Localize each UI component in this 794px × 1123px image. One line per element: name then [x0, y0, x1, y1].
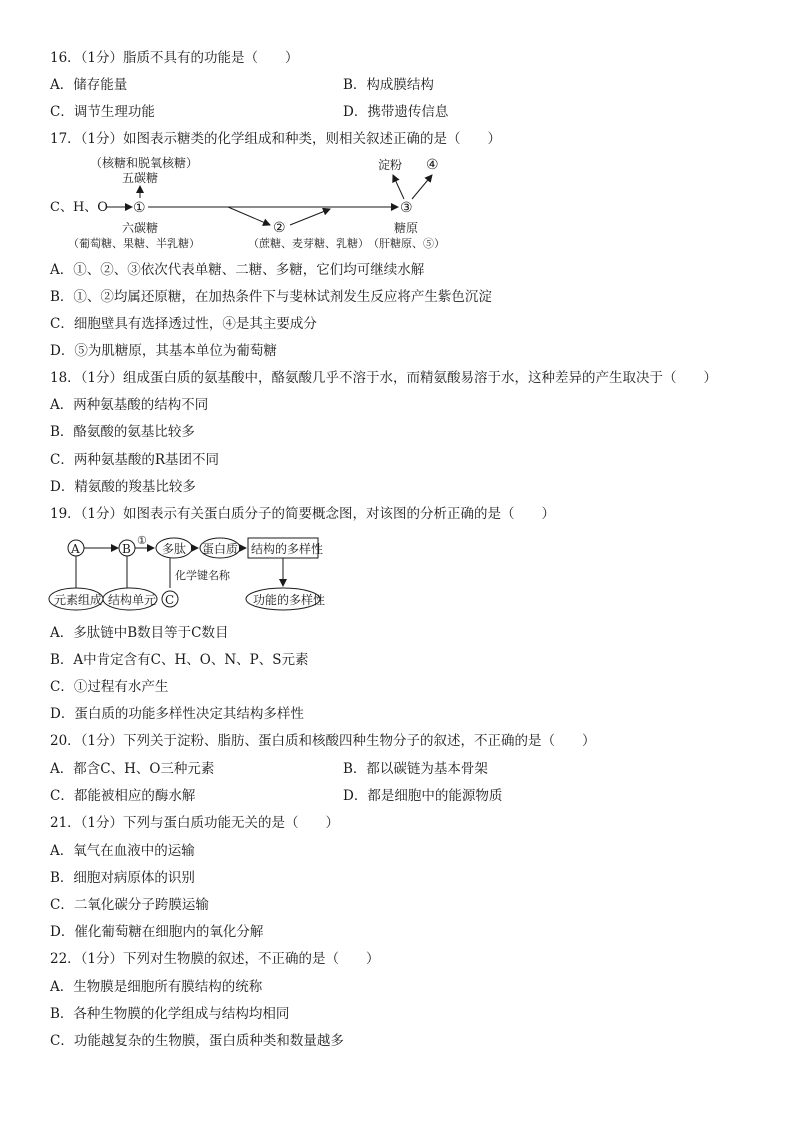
node-a: A	[71, 542, 80, 556]
q16-option-b: B．构成膜结构	[343, 77, 434, 93]
q17-option-b: B．①、②均属还原糖，在加热条件下与斐林试剂发生反应将产生紫色沉淀	[50, 289, 492, 305]
disaccharide-note: （蔗糖、麦芽糖、乳糖）	[248, 237, 369, 250]
q19-option-b: B．A中肯定含有C、H、O、N、P、S元素	[50, 652, 309, 668]
node-2: ②	[273, 220, 286, 236]
q19-stem: 19．（1分）如图表示有关蛋白质分子的简要概念图，对该图的分析正确的是（ ）	[50, 506, 556, 522]
q22-option-a: A．生物膜是细胞所有膜结构的统称	[50, 979, 263, 995]
hexose-label: 六碳糖	[122, 221, 159, 235]
q18-option-b: B．酪氨酸的氨基比较多	[50, 424, 195, 440]
function-label: 功能的多样性	[253, 593, 326, 607]
pentose-label: 五碳糖	[122, 171, 159, 185]
arrow-2-to-3	[290, 209, 330, 225]
q19-option-c: C．①过程有水产生	[50, 679, 169, 695]
q16-option-c: C．调节生理功能	[50, 104, 155, 120]
step-1-label: ①	[137, 534, 147, 547]
q22-stem: 22．（1分）下列对生物膜的叙述，不正确的是（ ）	[50, 951, 380, 967]
node-4: ④	[426, 157, 439, 173]
q16-stem: 16．（1分）脂质不具有的功能是（ ）	[50, 50, 299, 66]
q17-stem: 17．（1分）如图表示糖类的化学组成和种类，则相关叙述正确的是（ ）	[50, 131, 502, 147]
glycogen-note: （肝糖原、⑤）	[368, 237, 445, 250]
q21-option-b: B．细胞对病原体的识别	[50, 870, 195, 886]
q22-option-c: C．功能越复杂的生物膜，蛋白质种类和数量越多	[50, 1033, 344, 1049]
peptide-label: 多肽	[162, 542, 187, 556]
protein-concept-map	[48, 532, 338, 616]
hexose-note: （葡萄糖、果糖、半乳糖）	[68, 237, 200, 250]
arrow-to-4	[412, 175, 432, 199]
q21-stem: 21．（1分）下列与蛋白质功能无关的是（ ）	[50, 815, 340, 831]
elements-label: C、H、O	[50, 200, 108, 215]
q21-option-a: A．氧气在血液中的运输	[50, 843, 195, 859]
q19-option-a: A．多肽链中B数目等于C数目	[50, 625, 229, 641]
q16-option-d: D．携带遗传信息	[343, 104, 449, 120]
q20-stem: 20．（1分）下列关于淀粉、脂肪、蛋白质和核酸四种生物分子的叙述，不正确的是（ ）	[50, 733, 596, 749]
sugar-classification-diagram	[48, 152, 468, 254]
q20-option-c: C．都能被相应的酶水解	[50, 788, 196, 804]
q18-stem: 18．（1分）组成蛋白质的氨基酸中，酪氨酸几乎不溶于水，而精氨酸易溶于水，这种差异的产生取决于（ ）	[50, 370, 718, 386]
arrow-to-starch	[393, 175, 404, 199]
starch-label: 淀粉	[378, 158, 403, 172]
q17-option-a: A．①、②、③依次代表单糖、二糖、多糖，它们均可继续水解	[50, 262, 425, 278]
elements-label: 元素组成	[54, 593, 103, 607]
q18-option-a: A．两种氨基酸的结构不同	[50, 397, 209, 413]
pentose-note: （核糖和脱氧核糖）	[90, 156, 199, 170]
q22-option-b: B．各种生物膜的化学组成与结构均相同	[50, 1006, 290, 1022]
protein-label: 蛋白质	[202, 542, 239, 556]
node-1: ①	[133, 200, 146, 216]
node-b: B	[122, 542, 131, 556]
q18-option-d: D．精氨酸的羧基比较多	[50, 479, 196, 495]
q21-option-d: D．催化葡萄糖在细胞内的氧化分解	[50, 924, 264, 940]
node-3: ③	[400, 200, 413, 216]
node-c: C	[165, 593, 175, 607]
glycogen-label: 糖原	[394, 221, 419, 235]
q17-option-c: C．细胞壁具有选择透过性，④是其主要成分	[50, 316, 317, 332]
q20-option-a: A．都含C、H、O三种元素	[50, 761, 215, 777]
q20-option-b: B．都以碳链为基本骨架	[343, 761, 488, 777]
q18-option-c: C．两种氨基酸的R基团不同	[50, 452, 219, 468]
unit-label: 结构单元	[108, 593, 157, 607]
q19-option-d: D．蛋白质的功能多样性决定其结构多样性	[50, 706, 304, 722]
q16-option-a: A．储存能量	[50, 77, 128, 93]
q20-option-d: D．都是细胞中的能源物质	[343, 788, 503, 804]
bond-label: 化学键名称	[175, 569, 230, 582]
structure-label: 结构的多样性	[251, 542, 324, 556]
q17-option-d: D．⑤为肌糖原，其基本单位为葡萄糖	[50, 343, 277, 359]
q21-option-c: C．二氧化碳分子跨膜运输	[50, 897, 209, 913]
arrow-1-to-2	[228, 207, 270, 225]
